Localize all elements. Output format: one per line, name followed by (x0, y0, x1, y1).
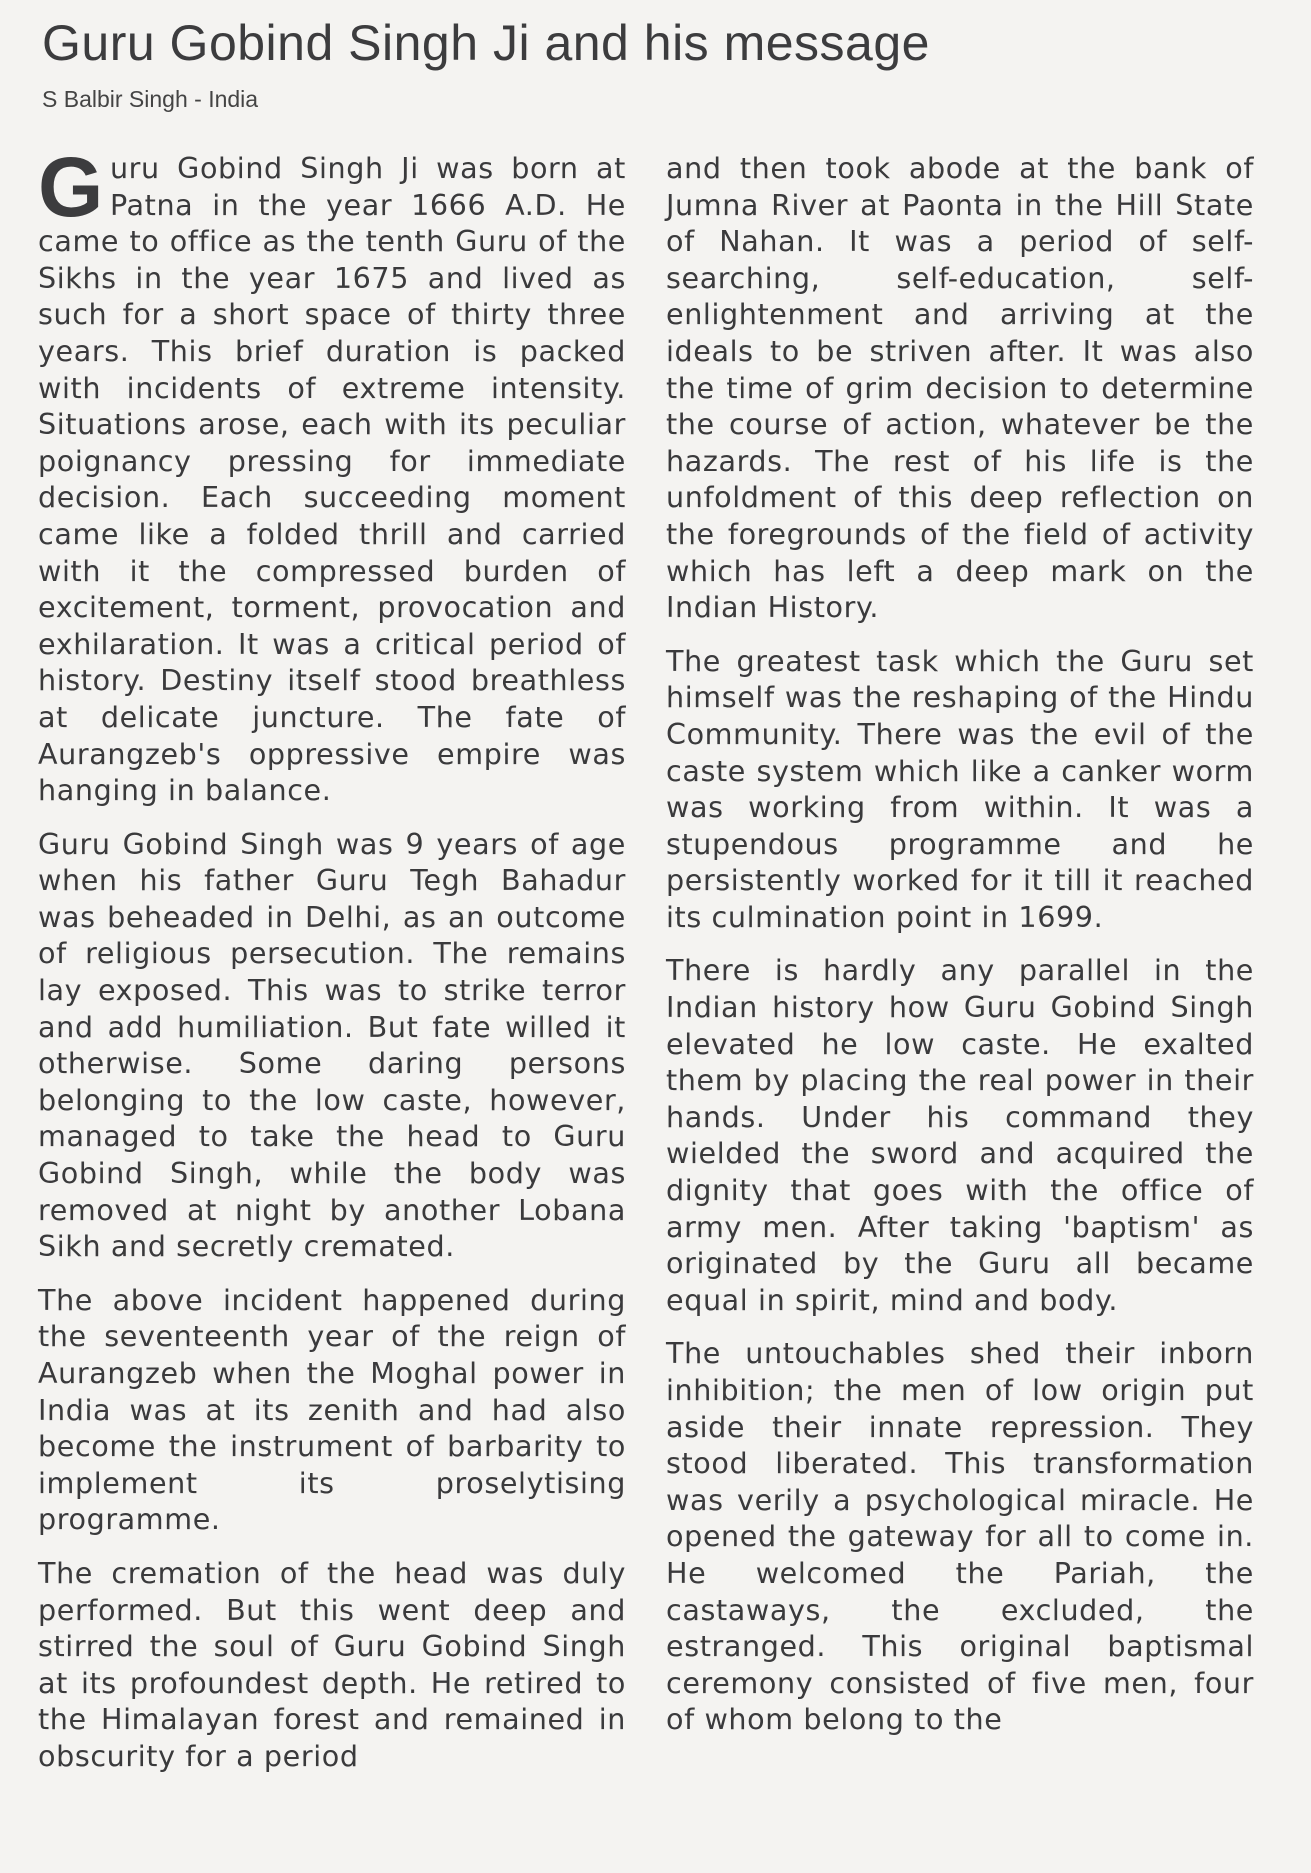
paragraph: The cremation of the head was duly performed. But this went deep and stirred the soul of Guru Gobind Singh at its profoundest depth. He retired to the Himalayan forest and remained in obscurity for a period (38, 1555, 626, 1773)
paragraph-text: uru Gobind Singh Ji was born at Patna in the year 1666 A.D. He came to office as the tenth Guru of the Sikhs in the year 1675 and lived as such for a short space of thirty three years. This brief duration is packed with incidents of extreme intensity. Situations arose, each with its peculiar poignancy pressing for immediate decision. Each succeeding moment came like a folded thrill and carried with it the compressed burden of excitement, torment, provocation and exhilaration. It was a critical period of history. Destiny itself stood breathless at delicate juncture. The fate of Aurangzeb's oppressive empire was hanging in balance. (38, 151, 626, 808)
drop-cap: G (38, 140, 104, 234)
article-title: Guru Gobind Singh Ji and his message (42, 15, 930, 71)
paragraph: The greatest task which the Guru set himself was the reshaping of the Hindu Community. There was the evil of the caste system which like a canker worm was working from within. It was a stupendous programme and he persistently worked for it till it reached its culmination point in 1699. (666, 643, 1254, 934)
right-column (666, 150, 1254, 1755)
paragraph: The above incident happened during the seventeenth year of the reign of Aurangzeb when the Moghal power in India was at its zenith and had also become the instrument of barbarity to implement its proselytising programme. (38, 1282, 626, 1537)
paragraph: There is hardly any parallel in the Indian history how Guru Gobind Singh elevated he low caste. He exalted them by placing the real power in their hands. Under his command they wielded the sword and acquired the dignity that goes with the office of army men. After taking 'baptism' as originated by the Guru all became equal in spirit, mind and body. (666, 953, 1254, 1317)
paragraph: The untouchables shed their inborn inhibition; the men of low origin put aside their innate repression. They stood liberated. This transformation was verily a psychological miracle. He opened the gateway for all to come in. He welcomed the Pariah, the castaways, the excluded, the estranged. This original baptismal ceremony consisted of five men, four of whom belong to the (666, 1336, 1254, 1737)
left-column (38, 140, 626, 1792)
paragraph: Guru Gobind Singh was 9 years of age when his father Guru Tegh Bahadur was beheaded in Delhi, as an outcome of religious persecution. The remains lay exposed. This was to strike terror and add humiliation. But fate willed it otherwise. Some daring persons belonging to the low caste, however, managed to take the head to Guru Gobind Singh, while the body was removed at night by another Lobana Sikh and secretly cremated. (38, 826, 626, 1264)
paragraph (38, 140, 626, 809)
paragraph: and then took abode at the bank of Jumna River at Paonta in the Hill State of Nahan. It was a period of self-searching, self-education, self-enlightenment and arriving at the ideals to be striven after. It was also the time of grim decision to determine the course of action, whatever be the hazards. The rest of his life is the unfoldment of this deep reflection on the foregrounds of the field of activity which has left a deep mark on the Indian History. (666, 151, 1254, 625)
article-byline: S Balbir Singh - India (42, 86, 259, 112)
